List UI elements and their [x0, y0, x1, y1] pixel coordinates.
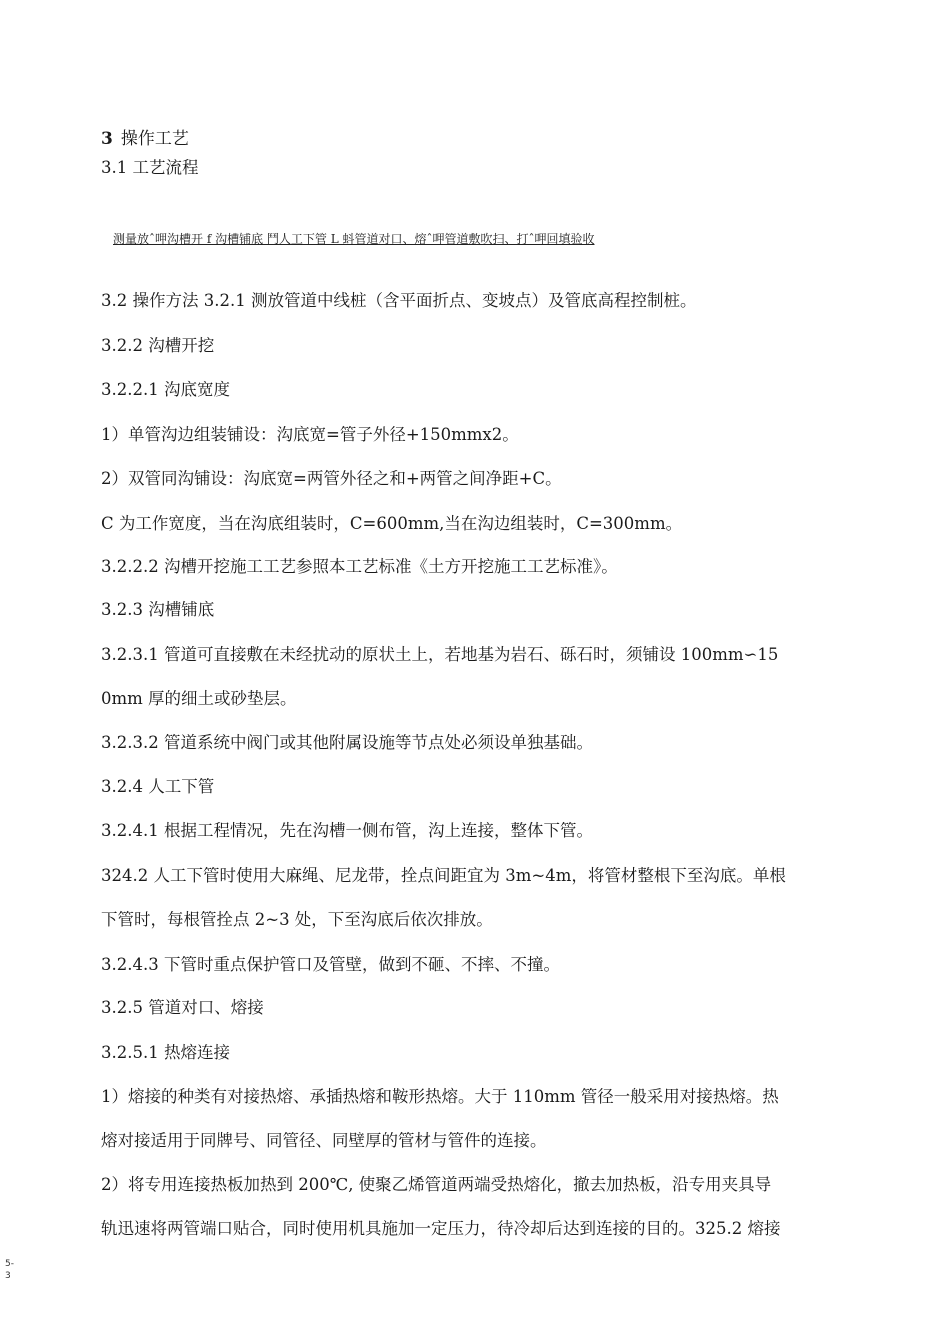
paragraph-line: 3.2.4.1 根据工程情况，先在沟槽一侧布管，沟上连接，整体下管。	[101, 821, 593, 840]
paragraph-line: 3.2.3.1 管道可直接敷在未经扰动的原状土上，若地基为岩石、砾石时，须铺设 100mm∽15	[101, 645, 779, 664]
paragraph-line: 3.2 操作方法 3.2.1 测放管道中线桩（含平面折点、变坡点）及管底高程控制桩。	[101, 291, 697, 310]
paragraph-line: 3.2.4.3 下管时重点保护管口及管壁，做到不砸、不摔、不撞。	[101, 955, 560, 974]
paragraph-line: C 为工作宽度，当在沟底组装时，C=600mm,当在沟边组装时，C=300mm。	[101, 514, 683, 533]
section-title: 操作工艺	[120, 129, 189, 149]
paragraph-line: 轨迅速将两管端口贴合，同时使用机具施加一定压力，待冷却后达到连接的目的。325.2 熔接	[101, 1219, 781, 1238]
paragraph-line: 下管时，每根管拴点 2~3 处，下至沟底后依次排放。	[101, 910, 493, 929]
section-number: 3	[101, 129, 113, 149]
paragraph-line: 2）双管同沟铺设：沟底宽=两管外径之和+两管之间净距+C。	[101, 469, 562, 488]
page-footer-number: 5-3	[5, 1259, 14, 1281]
section-heading	[101, 128, 189, 150]
paragraph-line: 324.2 人工下管时使用大麻绳、尼龙带，拴点间距宜为 3m~4m，将管材整根下至沟底。单根	[101, 866, 786, 885]
paragraph-line: 3.2.5 管道对口、熔接	[101, 998, 264, 1017]
paragraph-line: 3.2.3.2 管道系统中阀门或其他附属设施等节点处必须设单独基础。	[101, 733, 593, 752]
paragraph-line: 3.2.3 沟槽铺底	[101, 600, 215, 619]
process-flow-line: 测量放ˆ呷沟槽开 f 沟槽铺底 鬥人工下管 L 蚪管道对口、熔ˆ呷管道敷吹扫、打ˆ呷回填验收	[113, 232, 595, 246]
paragraph-line: 2）将专用连接热板加热到 200℃, 使聚乙烯管道两端受热熔化，撤去加热板，沿专用夹具导	[101, 1175, 772, 1194]
paragraph-line: 0mm 厚的细土或砂垫层。	[101, 689, 297, 708]
paragraph-line: 1）单管沟边组装铺设：沟底宽=管子外径+150mmx2。	[101, 425, 519, 444]
paragraph-line: 3.2.2.2 沟槽开挖施工工艺参照本工艺标准《土方开挖施工工艺标准》。	[101, 557, 618, 576]
paragraph-line: 1）熔接的种类有对接热熔、承插热熔和鞍形热熔。大于 110mm 管径一般采用对接热熔。热	[101, 1087, 779, 1106]
subsection-heading: 3.1 工艺流程	[101, 158, 199, 177]
paragraph-line: 3.2.2.1 沟底宽度	[101, 380, 230, 399]
paragraph-line: 3.2.4 人工下管	[101, 777, 215, 796]
paragraph-line: 3.2.5.1 热熔连接	[101, 1043, 230, 1062]
paragraph-line: 3.2.2 沟槽开挖	[101, 336, 215, 355]
paragraph-line: 熔对接适用于同牌号、同管径、同壁厚的管材与管件的连接。	[101, 1131, 547, 1150]
